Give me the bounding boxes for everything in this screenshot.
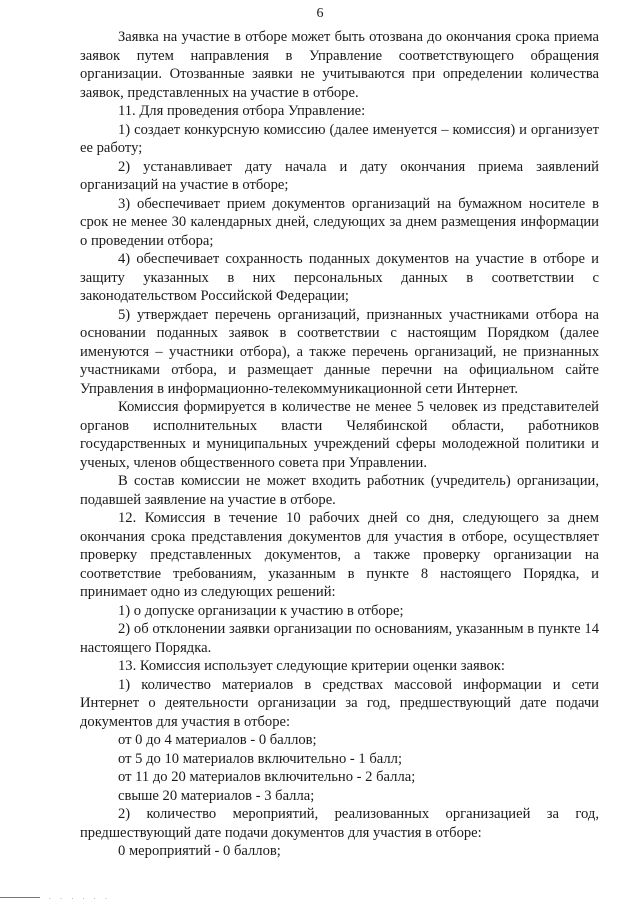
paragraph-11-heading: 11. Для проведения отбора Управление: — [118, 103, 366, 119]
criterion-1-level-2: от 5 до 10 материалов включительно - 1 балл; — [118, 750, 403, 767]
paragraph-11-item-3: 3) обеспечивает прием документов организаций на бумажном носителе в срок не менее 30 календарных дней, следующих за днем размещения информации о проведении отбора; — [80, 195, 599, 249]
paragraph-commission-restriction: В состав комиссии не может входить работник (учредитель) организации, подавшей заявление на участие в отборе. — [80, 473, 599, 508]
paragraph-11-item-4: 4) обеспечивает сохранность поданных документов на участие в отборе и защиту указанных в них персональных данных в соответствии с законодательством Российской Федерации; — [80, 251, 599, 304]
paragraph-11-item-2: 2) устанавливает дату начала и дату окончания приема заявлений организаций на участие в отборе; — [80, 158, 599, 193]
footer-noise: . . . . . . — [48, 894, 110, 901]
paragraph-12-item-2: 2) об отклонении заявки организации по основаниям, указанным в пункте 14 настоящего Порядка. — [80, 621, 599, 656]
criterion-1-level-3: от 11 до 20 материалов включительно - 2 балла; — [118, 769, 416, 785]
paragraph-11-item-1: 1) создает конкурсную комиссию (далее именуется – комиссия) и организует ее работу; — [80, 121, 599, 156]
document-body — [80, 28, 599, 861]
footer-rule — [0, 897, 40, 898]
scan-footer-marks — [0, 895, 640, 901]
paragraph-12: 12. Комиссия в течение 10 рабочих дней со дня, следующего за днем окончания срока представления документов для участия в отборе, осуществляет проверку представленных документов, а также проверку организации на соответствие требованиям, указанным в пункте 8 настоящего Порядка, и принимает одно из следующих решений: — [80, 510, 599, 600]
paragraph-13-item-1: 1) количество материалов в средствах массовой информации и сети Интернет о деятельности организации за год, предшествующий дате подачи документов для участия в отборе: — [80, 676, 599, 730]
page-number: 6 — [316, 6, 324, 21]
criterion-2-level-1: 0 мероприятий - 0 баллов; — [118, 843, 281, 859]
paragraph-commission-composition: Комиссия формируется в количестве не менее 5 человек из представителей органов исполнительных власти Челябинской области, работников государственных и муниципальных учреждений сферы молодежной политики и ученых, членов общественного совета при Управлении. — [80, 399, 599, 471]
paragraph-withdrawal: Заявка на участие в отборе может быть отозвана до окончания срока приема заявок путем направления в Управление соответствующего обращения организации. Отозванные заявки не учитываются при определении количества заявок, представленных на участие в отборе. — [80, 29, 599, 101]
criterion-1-level-4: свыше 20 материалов - 3 балла; — [118, 787, 315, 804]
paragraph-11-item-5: 5) утверждает перечень организаций, признанных участниками отбора на основании поданных заявок в соответствии с настоящим Порядком (далее именуются – участники отбора), а также перечень организаций, не признанных участниками отбора, и размещает данные перечни на официальном сайте Управления в информационно-телекоммуникационной сети Интернет. — [80, 306, 599, 397]
paragraph-12-item-1: 1) о допуске организации к участию в отборе; — [118, 602, 404, 619]
paragraph-13-heading: 13. Комиссия использует следующие критерии оценки заявок: — [118, 658, 505, 674]
criterion-1-level-1: от 0 до 4 материалов - 0 баллов; — [118, 732, 317, 748]
paragraph-13-item-2: 2) количество мероприятий, реализованных организацией за год, предшествующий дате подачи документов для участия в отборе: — [80, 806, 599, 841]
